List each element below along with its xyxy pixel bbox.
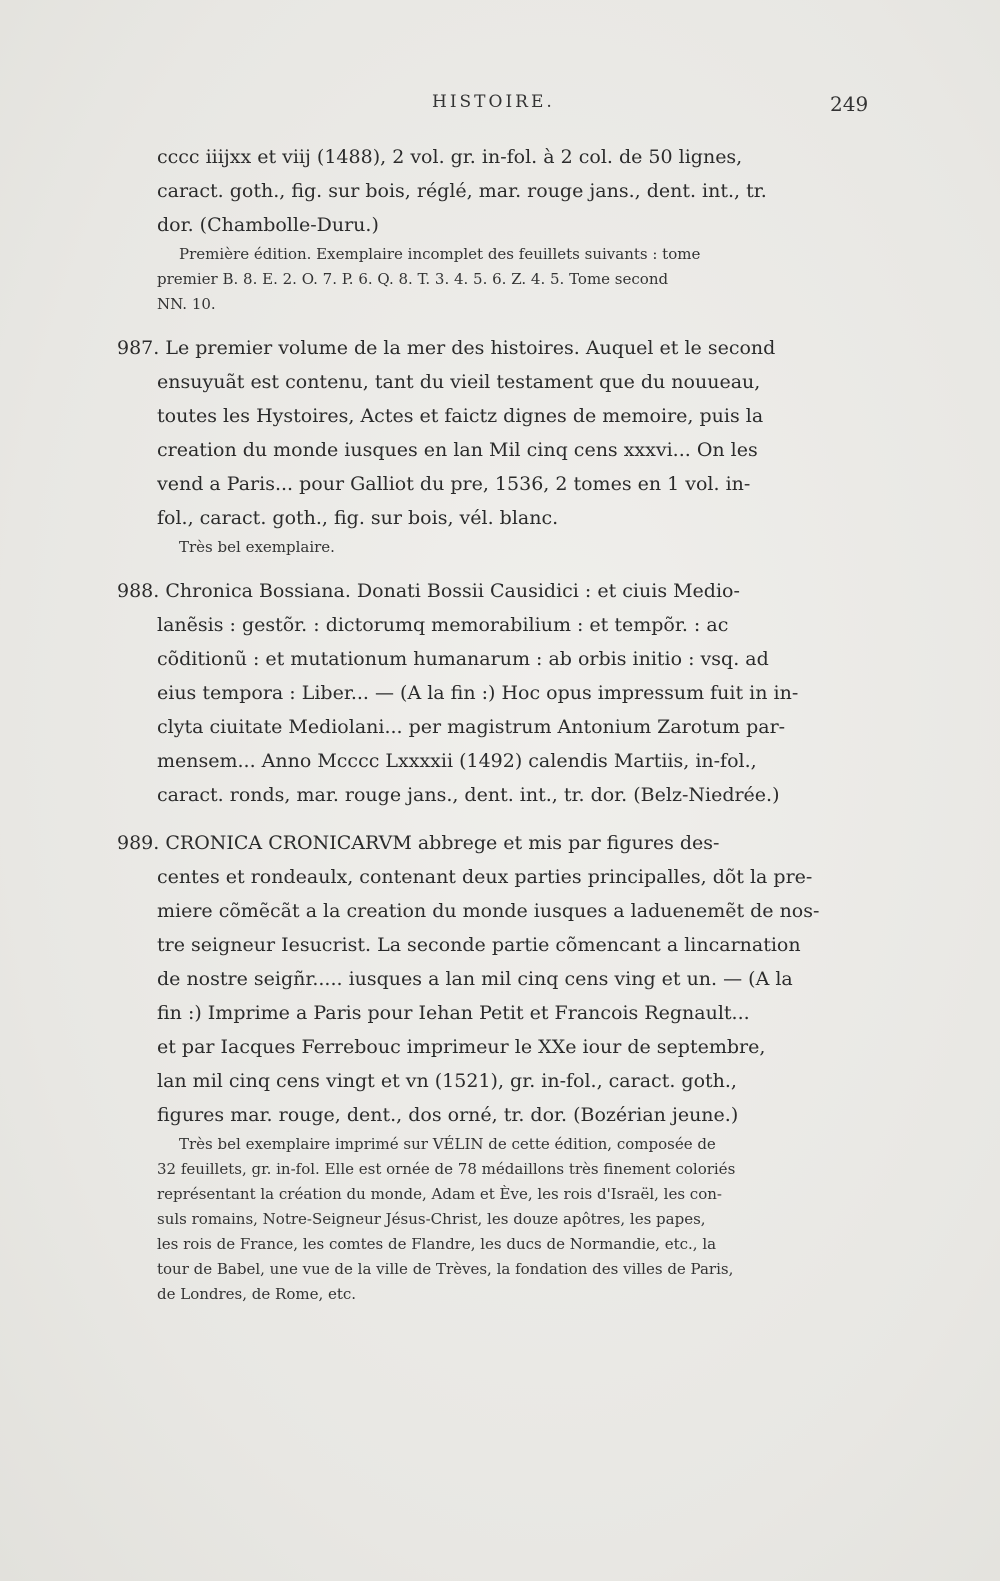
paragraph-gap (157, 560, 865, 574)
paragraph-gap (157, 812, 865, 826)
entry-text-line: lan mil cinq cens vingt et vn (1521), gr. in-fol., caract. goth., (157, 1070, 737, 1092)
entry-text-line: caract. goth., fig. sur bois, réglé, mar. rouge jans., dent. int., tr. (157, 180, 767, 202)
entry-text-line: figures mar. rouge, dent., dos orné, tr. dor. (Bozérian jeune.) (157, 1104, 739, 1126)
entry-text-line: centes et rondeaulx, contenant deux parties principalles, dõt la pre- (157, 866, 813, 888)
entry-text-line: et par Iacques Ferrebouc imprimeur le XXe iour de septembre, (157, 1036, 766, 1058)
page-header (0, 92, 1000, 122)
entry-text-line: 987. Le premier volume de la mer des histoires. Auquel et le second (117, 337, 776, 359)
entry-text-line: 989. CRONICA CRONICARVM abbrege et mis par figures des- (117, 832, 720, 854)
entry-text-line: cccc iiijxx et viij (1488), 2 vol. gr. in-fol. à 2 col. de 50 lignes, (157, 146, 743, 168)
entry-text-line: eius tempora : Liber... — (A la fin :) Hoc opus impressum fuit in in- (157, 682, 799, 704)
note-text-line: tour de Babel, une vue de la ville de Trèves, la fondation des villes de Paris, (157, 1260, 734, 1278)
entry-text-line: de nostre seigñr..... iusques a lan mil cinq cens ving et un. — (A la (157, 968, 793, 990)
page-number: 249 (830, 92, 869, 116)
paragraph-gap (157, 317, 865, 331)
running-title: HISTOIRE. (432, 92, 555, 112)
entry-text-line: vend a Paris... pour Galliot du pre, 1536, 2 tomes en 1 vol. in- (157, 473, 751, 495)
entry-text-line: clyta ciuitate Mediolani... per magistrum Antonium Zarotum par- (157, 716, 786, 738)
note-text-line: Première édition. Exemplaire incomplet des feuillets suivants : tome (179, 245, 701, 263)
note-text-line: suls romains, Notre-Seigneur Jésus-Christ, les douze apôtres, les papes, (157, 1210, 706, 1228)
entry-text-line: fol., caract. goth., fig. sur bois, vél. blanc. (157, 507, 559, 529)
entry-text-line: miere cõmẽcãt a la creation du monde iusques a laduenemẽt de nos- (157, 900, 820, 922)
entry-text-line: cõditionũ : et mutationum humanarum : ab orbis initio : vsq. ad (157, 648, 769, 670)
entry-text-line: toutes les Hystoires, Actes et faictz dignes de memoire, puis la (157, 405, 764, 427)
entry-text-line: caract. ronds, mar. rouge jans., dent. int., tr. dor. (Belz-Niedrée.) (157, 784, 780, 806)
entry-text-line: dor. (Chambolle-Duru.) (157, 214, 379, 236)
note-text-line: 32 feuillets, gr. in-fol. Elle est ornée de 78 médaillons très finement coloriés (157, 1160, 736, 1178)
entry-text-line: 988. Chronica Bossiana. Donati Bossii Causidici : et ciuis Medio- (117, 580, 740, 602)
note-text-line: premier B. 8. E. 2. O. 7. P. 6. Q. 8. T. 3. 4. 5. 6. Z. 4. 5. Tome second (157, 270, 669, 288)
note-text-line: Très bel exemplaire imprimé sur VÉLIN de cette édition, composée de (179, 1135, 716, 1153)
note-text-line: Très bel exemplaire. (179, 538, 335, 556)
note-text-line: de Londres, de Rome, etc. (157, 1285, 357, 1303)
entry-text-line: ensuyuãt est contenu, tant du vieil testament que du nouueau, (157, 371, 761, 393)
note-text-line: les rois de France, les comtes de Flandre, les ducs de Normandie, etc., la (157, 1235, 717, 1253)
note-text-line: NN. 10. (157, 295, 216, 313)
entry-text-line: tre seigneur Iesucrist. La seconde partie cõmencant a lincarnation (157, 934, 801, 956)
note-text-line: représentant la création du monde, Adam et Ève, les rois d'Israël, les con- (157, 1185, 722, 1203)
entry-text-line: creation du monde iusques en lan Mil cinq cens xxxvi... On les (157, 439, 758, 461)
entry-text-line: mensem... Anno Mcccc Lxxxxii (1492) calendis Martiis, in-fol., (157, 750, 757, 772)
entry-text-line: fin :) Imprime a Paris pour Iehan Petit et Francois Regnault... (157, 1002, 750, 1024)
entry-text-line: lanẽsis : gestõr. : dictorumq memorabilium : et tempõr. : ac (157, 614, 729, 636)
page-body (117, 140, 865, 1307)
